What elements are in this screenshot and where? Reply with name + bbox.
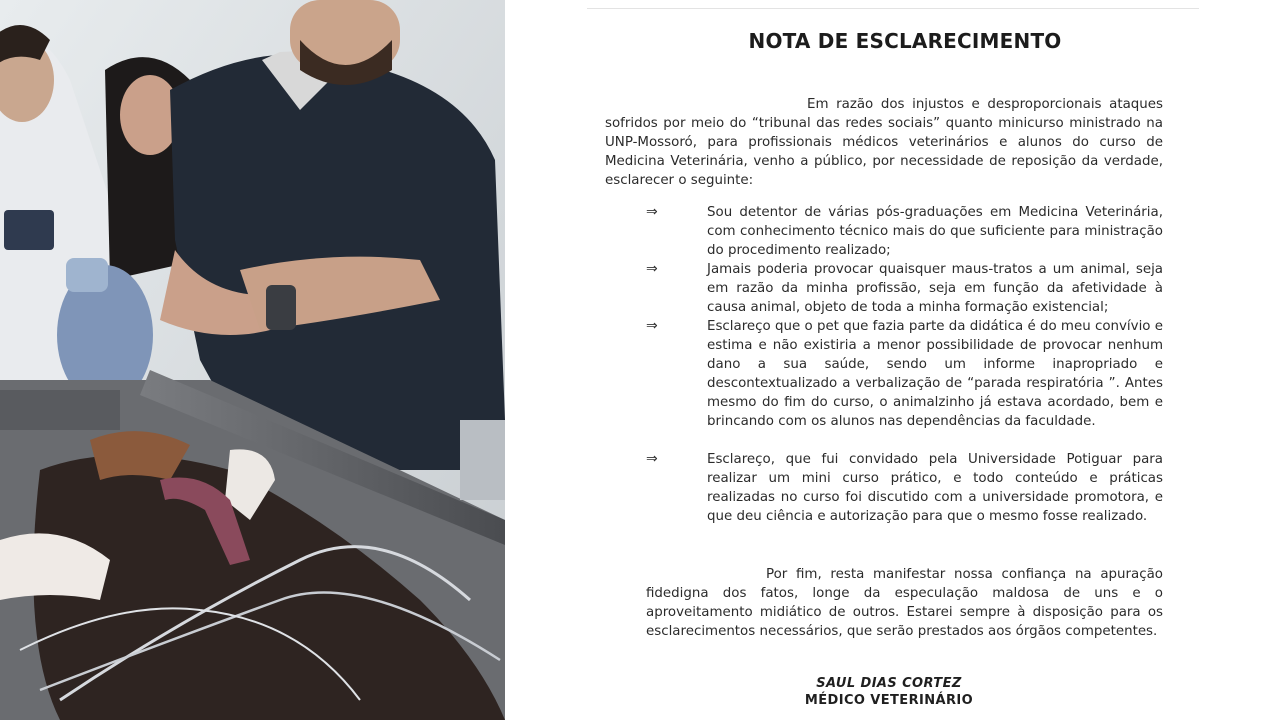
top-rule xyxy=(587,8,1199,9)
bullet-text: Sou detentor de várias pós-graduações em Medicina Veterinária, com conhecimento técnico mais do que suficiente para ministração do procedimento realizado; xyxy=(707,205,1163,258)
bullet-arrow-icon: ⇒ xyxy=(646,318,658,334)
document-title: NOTA DE ESCLARECIMENTO xyxy=(748,29,1062,53)
bullet-text: Jamais poderia provocar quaisquer maus-tratos a um animal, seja em razão da minha profissão, seja em função da afetividade à causa animal, objeto de toda a minha formação existencial; xyxy=(707,262,1163,315)
phone xyxy=(4,210,54,250)
photo-illustration xyxy=(0,0,505,720)
document-panel xyxy=(505,0,1280,720)
bag-valve xyxy=(66,258,108,292)
closing-paragraph: Por fim, resta manifestar nossa confiança na apuração fidedigna dos fatos, longe da especulação maldosa de uns e o aproveitamento midiático de outros. Estarei sempre à disposição para os esclarecimentos necessários, que serão prestados aos órgãos competentes. xyxy=(646,567,1163,639)
bullet-arrow-icon: ⇒ xyxy=(646,261,658,277)
bullet-text: Esclareço, que fui convidado pela Universidade Potiguar para realizar um mini curso prático, e todo conteúdo e práticas realizadas no curso foi discutido com a universidade promotora, e que deu ciência e autorização para que o mesmo fosse realizado. xyxy=(707,452,1163,524)
bullet-text: Esclareço que o pet que fazia parte da didática é do meu convívio e estima e não existiria a menor possibilidade de provocar nenhum dano a sua saúde, sendo um informe inapropriado e descontextualizado a verbalização de “parada respiratória ”. Antes mesmo do fim do curso, o animalzinho já estava acordado, bem e brincando com os alunos nas dependências da faculdade. xyxy=(707,319,1163,429)
intro-paragraph: Em razão dos injustos e desproporcionais ataques sofridos por meio do “tribunal das redes sociais” quanto minicurso ministrado na UNP-Mossoró, para profissionais médicos veterinários e alunos do curso de Medicina Veterinária, venho a público, por necessidade de reposição da verdade, esclarecer o seguinte: xyxy=(605,97,1163,188)
signature-name: SAUL DIAS CORTEZ xyxy=(816,676,962,691)
wristwatch xyxy=(266,285,296,330)
bullet-arrow-icon: ⇒ xyxy=(646,204,658,220)
photo-panel xyxy=(0,0,505,720)
equipment-shelf xyxy=(0,390,120,430)
background-object xyxy=(460,420,505,500)
signature-title: MÉDICO VETERINÁRIO xyxy=(804,693,974,708)
bullet-arrow-icon: ⇒ xyxy=(646,451,658,467)
